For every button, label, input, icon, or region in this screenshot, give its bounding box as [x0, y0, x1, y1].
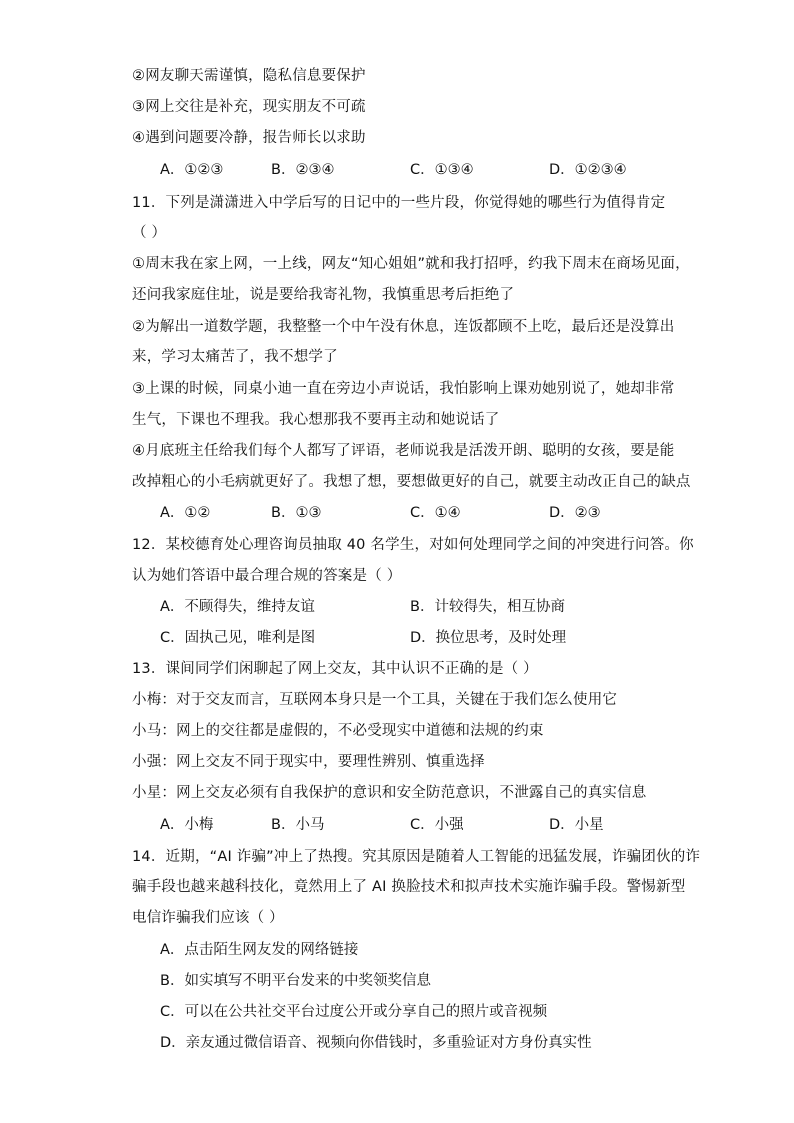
q13-option-b: B．小马 — [271, 817, 325, 833]
q13-stem: 13．课间同学们闲聊起了网上交友，其中认识不正确的是（ ） — [132, 661, 538, 677]
q12-option-c: C．固执己见，唯利是图 — [160, 630, 316, 646]
q11-stem-line-1: 11．下列是潇潇进入中学后写的日记中的一些片段，你觉得她的哪些行为值得肯定 — [132, 195, 666, 211]
q11-item-line: ②为解出一道数学题，我整整一个中午没有休息，连饭都顾不上吃，最后还是没算出 — [132, 319, 675, 335]
q14-stem-line-2: 骗手段也越来越科技化，竟然用上了 AI 换脸技术和拟声技术实施诈骗手段。警惕新型 — [132, 879, 686, 895]
q13-option-a: A．小梅 — [160, 817, 214, 833]
q13-option-c: C．小强 — [410, 817, 464, 833]
q11-item-line: 生气，下课也不理我。我心想那我不要再主动和她说话了 — [132, 412, 500, 428]
q14-option-a: A．点击陌生网友发的网络链接 — [160, 942, 359, 958]
q11-stem-line-2: （ ） — [132, 225, 167, 241]
q13-item-xiaoma: 小马：网上的交往都是虚假的，不必受现实中道德和法规的约束 — [132, 723, 544, 739]
q11-item-line: 还问我家庭住址，说是要给我寄礼物，我慎重思考后拒绝了 — [132, 287, 515, 303]
q12-stem-line-1: 12．某校德育处心理咨询员抽取 40 名学生，对如何处理同学之间的冲突进行问答。你 — [132, 537, 694, 553]
q10-option-b: B．②③④ — [271, 162, 335, 178]
q10-option-c: C．①③④ — [410, 162, 474, 178]
q10-item-2: ②网友聊天需谨慎，隐私信息要保护 — [132, 68, 366, 84]
q11-option-b: B．①③ — [271, 505, 322, 521]
q14-option-d: D．亲友通过微信语音、视频向你借钱时，多重验证对方身份真实性 — [160, 1035, 592, 1051]
q10-option-d: D．①②③④ — [549, 162, 627, 178]
q14-option-c: C．可以在公共社交平台过度公开或分享自己的照片或音视频 — [160, 1004, 548, 1020]
q12-option-d: D．换位思考，及时处理 — [410, 630, 567, 646]
q14-stem-line-1: 14．近期，“AI 诈骗”冲上了热搜。究其原因是随着人工智能的迅猛发展，诈骗团伙的诈 — [132, 849, 701, 865]
q10-item-3: ③网上交往是补充，现实朋友不可疏 — [132, 99, 366, 115]
q11-item-line: 来，学习太痛苦了，我不想学了 — [132, 349, 338, 365]
q13-item-xiaoxing: 小星：网上交友必须有自我保护的意识和安全防范意识，不泄露自己的真实信息 — [132, 785, 647, 801]
q13-option-d: D．小星 — [549, 817, 604, 833]
q13-item-xiaoqiang: 小强：网上交友不同于现实中，要理性辨别、慎重选择 — [132, 754, 485, 770]
q13-item-xiaomei: 小梅：对于交友而言，互联网本身只是一个工具，关键在于我们怎么使用它 — [132, 692, 618, 708]
q12-option-a: A．不顾得失，维持友谊 — [160, 599, 315, 615]
q11-item-line: ①周末我在家上网，一上线，网友“知心姐姐”就和我打招呼，约我下周末在商场见面， — [132, 256, 690, 272]
q10-item-4: ④遇到问题要冷静，报告师长以求助 — [132, 130, 366, 146]
q14-stem-line-3: 电信诈骗我们应该（ ） — [132, 910, 284, 926]
q14-option-b: B．如实填写不明平台发来的中奖领奖信息 — [160, 973, 431, 989]
q11-option-a: A．①② — [160, 505, 211, 521]
q11-item-line: ③上课的时候，同桌小迪一直在旁边小声说话，我怕影响上课劝她别说了，她却非常 — [132, 381, 675, 397]
q11-option-d: D．②③ — [549, 505, 601, 521]
q11-item-line: ④月底班主任给我们每个人都写了评语，老师说我是活泼开朗、聪明的女孩，要是能 — [132, 443, 675, 459]
q10-option-a: A．①②③ — [160, 162, 224, 178]
q11-item-line: 改掉粗心的小毛病就更好了。我想了想，要想做更好的自己，就要主动改正自己的缺点 — [132, 474, 691, 490]
q12-option-b: B．计较得失，相互协商 — [410, 599, 565, 615]
q11-option-c: C．①④ — [410, 505, 461, 521]
q12-stem-line-2: 认为她们答语中最合理合规的答案是（ ） — [132, 568, 402, 584]
